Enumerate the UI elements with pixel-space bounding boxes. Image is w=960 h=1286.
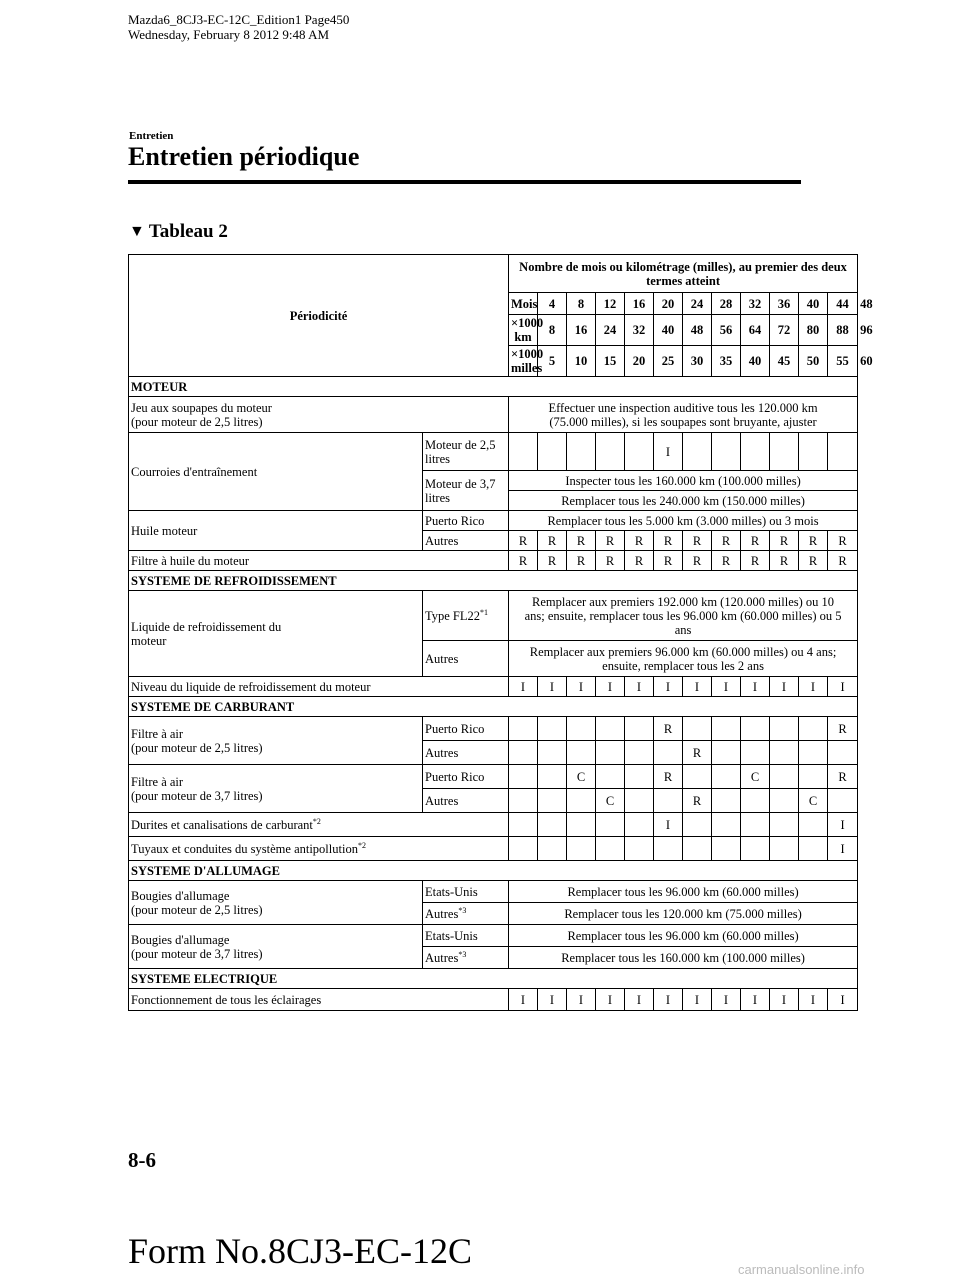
page-number: 8-6 <box>128 1148 156 1172</box>
interval-mark <box>567 717 596 741</box>
interval-mark: I <box>596 989 625 1011</box>
row-sublabel: Autres <box>423 641 509 677</box>
scale-label: ×1000 milles <box>509 346 538 377</box>
scale-value: 55 <box>828 346 858 377</box>
interval-mark <box>509 433 538 471</box>
row-courroies-25 <box>129 433 858 471</box>
row-liquide-fl22 <box>129 591 858 641</box>
interval-mark: R <box>509 531 538 551</box>
interval-mark <box>770 789 799 813</box>
interval-mark <box>770 837 799 861</box>
interval-mark <box>509 765 538 789</box>
section-label: Entretien <box>129 130 174 142</box>
interval-mark <box>683 717 712 741</box>
scale-value: 44 <box>828 293 858 315</box>
row-tuyaux <box>129 837 858 861</box>
interval-mark: R <box>509 551 538 571</box>
interval-mark <box>770 765 799 789</box>
interval-mark: I <box>625 677 654 697</box>
interval-mark: I <box>509 677 538 697</box>
interval-mark: R <box>683 741 712 765</box>
interval-mark: I <box>683 989 712 1011</box>
interval-mark <box>683 813 712 837</box>
interval-mark <box>538 789 567 813</box>
interval-mark: R <box>654 531 683 551</box>
row-note: Remplacer tous les 160.000 km (100.000 milles) <box>509 947 858 969</box>
interval-mark: I <box>538 677 567 697</box>
interval-mark <box>712 765 741 789</box>
interval-mark: C <box>741 765 770 789</box>
section-row-electrique <box>129 969 858 989</box>
interval-mark <box>596 837 625 861</box>
interval-mark <box>596 433 625 471</box>
scale-value: 16 <box>625 293 654 315</box>
interval-mark: R <box>770 531 799 551</box>
interval-mark <box>741 717 770 741</box>
interval-mark <box>770 813 799 837</box>
row-sublabel: Puerto Rico <box>423 717 509 741</box>
interval-mark: I <box>654 677 683 697</box>
row-sublabel: Autres <box>423 531 509 551</box>
interval-mark: C <box>567 765 596 789</box>
interval-caption: Nombre de mois ou kilométrage (milles), au premier des deux termes atteint <box>509 255 858 293</box>
interval-mark: I <box>509 989 538 1011</box>
row-sublabel: Moteur de 2,5 litres <box>423 433 509 471</box>
row-sublabel: Etats-Unis <box>423 925 509 947</box>
interval-mark: I <box>770 677 799 697</box>
row-sublabel: Puerto Rico <box>423 511 509 531</box>
interval-mark: R <box>538 531 567 551</box>
maintenance-table <box>128 254 873 1011</box>
row-filtre-huile <box>129 551 858 571</box>
interval-mark: R <box>770 551 799 571</box>
section-title: MOTEUR <box>129 377 858 397</box>
interval-mark <box>596 813 625 837</box>
row-note: Remplacer tous les 5.000 km (3.000 milles) ou 3 mois <box>509 511 858 531</box>
row-note: Remplacer tous les 96.000 km (60.000 milles) <box>509 925 858 947</box>
row-filtre-air37-pr <box>129 765 858 789</box>
interval-mark <box>625 741 654 765</box>
scale-value: 16 <box>567 315 596 346</box>
row-filtre-air25-pr <box>129 717 858 741</box>
section-title: SYSTEME DE REFROIDISSEMENT <box>129 571 858 591</box>
row-label: Courroies d'entraînement <box>129 433 423 511</box>
scale-value: 30 <box>683 346 712 377</box>
interval-mark: I <box>654 433 683 471</box>
footnote-mark: *3 <box>458 949 467 959</box>
interval-mark: I <box>712 677 741 697</box>
scale-value: 20 <box>625 346 654 377</box>
interval-mark: I <box>596 677 625 697</box>
interval-mark <box>625 789 654 813</box>
scale-value: 72 <box>770 315 799 346</box>
interval-mark: R <box>683 551 712 571</box>
row-note: Remplacer tous les 96.000 km (60.000 milles) <box>509 881 858 903</box>
header-date-line: Wednesday, February 8 2012 9:48 AM <box>128 27 330 42</box>
sublabel-text: Type FL22 <box>425 608 481 623</box>
row-label <box>129 813 509 837</box>
scale-value: 40 <box>654 315 683 346</box>
interval-mark <box>596 765 625 789</box>
footnote-mark: *2 <box>357 840 366 850</box>
interval-mark <box>509 837 538 861</box>
interval-mark <box>828 433 858 471</box>
scale-value: 50 <box>799 346 828 377</box>
interval-mark <box>538 765 567 789</box>
interval-mark: I <box>625 989 654 1011</box>
row-sublabel: Etats-Unis <box>423 881 509 903</box>
footnote-mark: *1 <box>480 607 489 617</box>
sublabel-text: Autres <box>425 950 459 965</box>
interval-mark: I <box>828 837 858 861</box>
interval-mark: R <box>799 551 828 571</box>
row-label: Filtre à air (pour moteur de 2,5 litres) <box>129 717 423 765</box>
scale-label: ×1000 km <box>509 315 538 346</box>
interval-mark <box>770 433 799 471</box>
subtitle-text: Tableau 2 <box>148 221 228 242</box>
table-body <box>129 255 873 1011</box>
interval-mark: R <box>625 551 654 571</box>
interval-mark <box>712 789 741 813</box>
interval-mark <box>596 717 625 741</box>
scale-value: 12 <box>596 293 625 315</box>
interval-mark <box>799 741 828 765</box>
scale-value: 32 <box>625 315 654 346</box>
interval-mark <box>712 741 741 765</box>
scale-value: 8 <box>538 315 567 346</box>
interval-mark: I <box>828 677 858 697</box>
interval-mark: R <box>712 551 741 571</box>
row-bougies37-us <box>129 925 858 947</box>
row-sublabel <box>423 947 509 969</box>
interval-mark <box>625 765 654 789</box>
scale-value: 5 <box>538 346 567 377</box>
interval-mark <box>538 837 567 861</box>
row-huile-pr <box>129 511 858 531</box>
section-row-allumage <box>129 861 858 881</box>
interval-mark: R <box>741 531 770 551</box>
interval-mark: R <box>683 789 712 813</box>
row-note: Inspecter tous les 160.000 km (100.000 milles) <box>509 471 858 491</box>
interval-mark: I <box>567 989 596 1011</box>
interval-mark: I <box>654 989 683 1011</box>
scale-value: 35 <box>712 346 741 377</box>
interval-mark <box>538 813 567 837</box>
section-title: SYSTEME DE CARBURANT <box>129 697 858 717</box>
interval-mark: R <box>828 551 858 571</box>
scale-value: 88 <box>828 315 858 346</box>
section-title: SYSTEME ELECTRIQUE <box>129 969 858 989</box>
scale-value: 45 <box>770 346 799 377</box>
row-durites <box>129 813 858 837</box>
row-note: Effectuer une inspection auditive tous les 120.000 km (75.000 milles), si les soupapes sont bruyante, ajuster <box>509 397 858 433</box>
document-header <box>128 12 349 42</box>
row-eclairages <box>129 989 858 1011</box>
row-label <box>129 837 509 861</box>
interval-mark <box>509 813 538 837</box>
interval-mark <box>625 813 654 837</box>
interval-mark: I <box>654 813 683 837</box>
interval-mark <box>712 717 741 741</box>
row-label: Filtre à air (pour moteur de 3,7 litres) <box>129 765 423 813</box>
footnote-mark: *3 <box>458 905 467 915</box>
row-jeu-soupapes <box>129 397 858 433</box>
interval-mark: I <box>770 989 799 1011</box>
interval-mark <box>509 789 538 813</box>
interval-mark <box>828 789 858 813</box>
scale-value: 24 <box>683 293 712 315</box>
label-text: Durites et canalisations de carburant <box>131 817 313 832</box>
scale-value: 4 <box>538 293 567 315</box>
row-sublabel: Puerto Rico <box>423 765 509 789</box>
scale-row-months: Mois 4 8 12 16 20 24 28 32 36 40 44 48 <box>129 293 858 315</box>
interval-mark <box>712 433 741 471</box>
section-row-moteur <box>129 377 858 397</box>
interval-mark: I <box>828 813 858 837</box>
interval-mark: R <box>625 531 654 551</box>
scale-value: 40 <box>799 293 828 315</box>
interval-mark: I <box>741 677 770 697</box>
row-label: Liquide de refroidissement du moteur <box>129 591 423 677</box>
row-note: Remplacer tous les 240.000 km (150.000 milles) <box>509 491 858 511</box>
scale-value: 56 <box>712 315 741 346</box>
interval-mark <box>654 837 683 861</box>
interval-mark <box>625 717 654 741</box>
interval-mark <box>770 741 799 765</box>
interval-mark <box>799 433 828 471</box>
row-label: Niveau du liquide de refroidissement du moteur <box>129 677 509 697</box>
interval-mark <box>799 813 828 837</box>
section-row-refroidissement <box>129 571 858 591</box>
interval-mark: I <box>538 989 567 1011</box>
interval-mark: R <box>538 551 567 571</box>
triangle-down-icon: ▼ <box>129 223 145 240</box>
interval-mark: I <box>799 677 828 697</box>
scale-value: 48 <box>683 315 712 346</box>
scale-value: 36 <box>770 293 799 315</box>
scale-value: 8 <box>567 293 596 315</box>
scale-value: 64 <box>741 315 770 346</box>
scale-row-km: ×1000 km 8 16 24 32 40 48 56 64 72 80 88 96 <box>129 315 858 346</box>
row-note: Remplacer tous les 120.000 km (75.000 milles) <box>509 903 858 925</box>
interval-mark <box>799 837 828 861</box>
interval-mark <box>770 717 799 741</box>
interval-mark <box>799 717 828 741</box>
header-file-line: Mazda6_8CJ3-EC-12C_Edition1 Page450 <box>128 12 350 27</box>
interval-mark <box>741 837 770 861</box>
title-rule <box>128 180 801 184</box>
scale-value: 32 <box>741 293 770 315</box>
interval-mark: I <box>712 989 741 1011</box>
interval-mark: R <box>712 531 741 551</box>
interval-mark <box>741 813 770 837</box>
interval-mark <box>625 433 654 471</box>
interval-mark <box>567 837 596 861</box>
label-text: Tuyaux et conduites du système antipollution <box>131 841 358 856</box>
interval-mark <box>654 741 683 765</box>
interval-mark: R <box>654 551 683 571</box>
interval-mark: R <box>741 551 770 571</box>
row-sublabel: Moteur de 3,7 litres <box>423 471 509 511</box>
row-bougies25-us <box>129 881 858 903</box>
interval-mark <box>567 813 596 837</box>
interval-mark: R <box>654 717 683 741</box>
row-note: Remplacer aux premiers 192.000 km (120.000 milles) ou 10 ans; ensuite, remplacer tous les 96.000 km (60.000 milles) ou 5 ans <box>509 591 858 641</box>
interval-mark: I <box>683 677 712 697</box>
row-label: Huile moteur <box>129 511 423 551</box>
interval-mark: I <box>741 989 770 1011</box>
row-label: Jeu aux soupapes du moteur (pour moteur de 2,5 litres) <box>129 397 509 433</box>
row-niveau-liquide <box>129 677 858 697</box>
row-label: Filtre à huile du moteur <box>129 551 509 571</box>
interval-mark <box>654 789 683 813</box>
interval-mark <box>683 433 712 471</box>
section-title: SYSTEME D'ALLUMAGE <box>129 861 858 881</box>
interval-mark <box>567 741 596 765</box>
interval-mark <box>509 741 538 765</box>
interval-mark <box>538 433 567 471</box>
periodicite-cell: Périodicité <box>129 255 509 377</box>
interval-mark: R <box>828 765 858 789</box>
interval-mark <box>683 765 712 789</box>
watermark: carmanualsonline.info <box>738 1262 865 1277</box>
row-sublabel: Autres <box>423 789 509 813</box>
scale-value: 20 <box>654 293 683 315</box>
sublabel-text: Autres <box>425 906 459 921</box>
maintenance-table-wrap <box>128 254 873 1011</box>
subtitle <box>129 221 228 243</box>
scale-value: 25 <box>654 346 683 377</box>
row-label: Bougies d'allumage (pour moteur de 3,7 litres) <box>129 925 423 969</box>
interval-mark: R <box>799 531 828 551</box>
row-note: Remplacer aux premiers 96.000 km (60.000 milles) ou 4 ans; ensuite, remplacer tous les 2 ans <box>509 641 858 677</box>
interval-mark <box>712 813 741 837</box>
interval-mark: R <box>683 531 712 551</box>
interval-mark: R <box>567 531 596 551</box>
form-number: Form No.8CJ3-EC-12C <box>128 1231 473 1271</box>
interval-mark <box>828 741 858 765</box>
interval-mark: I <box>799 989 828 1011</box>
scale-value: 15 <box>596 346 625 377</box>
row-label: Fonctionnement de tous les éclairages <box>129 989 509 1011</box>
row-sublabel <box>423 903 509 925</box>
interval-mark: R <box>567 551 596 571</box>
interval-mark: R <box>596 551 625 571</box>
interval-mark <box>625 837 654 861</box>
scale-value: 80 <box>799 315 828 346</box>
scale-row-miles: ×1000 milles 5 10 15 20 25 30 35 40 45 50 55 60 <box>129 346 858 377</box>
row-sublabel: Autres <box>423 741 509 765</box>
interval-mark <box>799 765 828 789</box>
section-row-carburant <box>129 697 858 717</box>
scale-value: 10 <box>567 346 596 377</box>
row-sublabel <box>423 591 509 641</box>
table-header-row <box>129 255 858 293</box>
interval-mark: I <box>828 989 858 1011</box>
interval-mark: R <box>828 531 858 551</box>
interval-mark <box>712 837 741 861</box>
interval-mark <box>741 741 770 765</box>
interval-mark <box>683 837 712 861</box>
footnote-mark: *2 <box>312 816 321 826</box>
interval-mark: C <box>799 789 828 813</box>
interval-mark: R <box>596 531 625 551</box>
interval-mark <box>509 717 538 741</box>
interval-mark <box>596 741 625 765</box>
scale-value: 40 <box>741 346 770 377</box>
interval-mark: R <box>654 765 683 789</box>
interval-mark: C <box>596 789 625 813</box>
page-title: Entretien périodique <box>128 142 360 171</box>
scale-value: 28 <box>712 293 741 315</box>
interval-mark <box>741 789 770 813</box>
interval-mark <box>567 789 596 813</box>
interval-mark <box>538 741 567 765</box>
interval-mark <box>741 433 770 471</box>
interval-mark: R <box>828 717 858 741</box>
interval-mark: I <box>567 677 596 697</box>
scale-label: Mois <box>509 293 538 315</box>
row-label: Bougies d'allumage (pour moteur de 2,5 litres) <box>129 881 423 925</box>
scale-value: 24 <box>596 315 625 346</box>
interval-mark <box>567 433 596 471</box>
interval-mark <box>538 717 567 741</box>
